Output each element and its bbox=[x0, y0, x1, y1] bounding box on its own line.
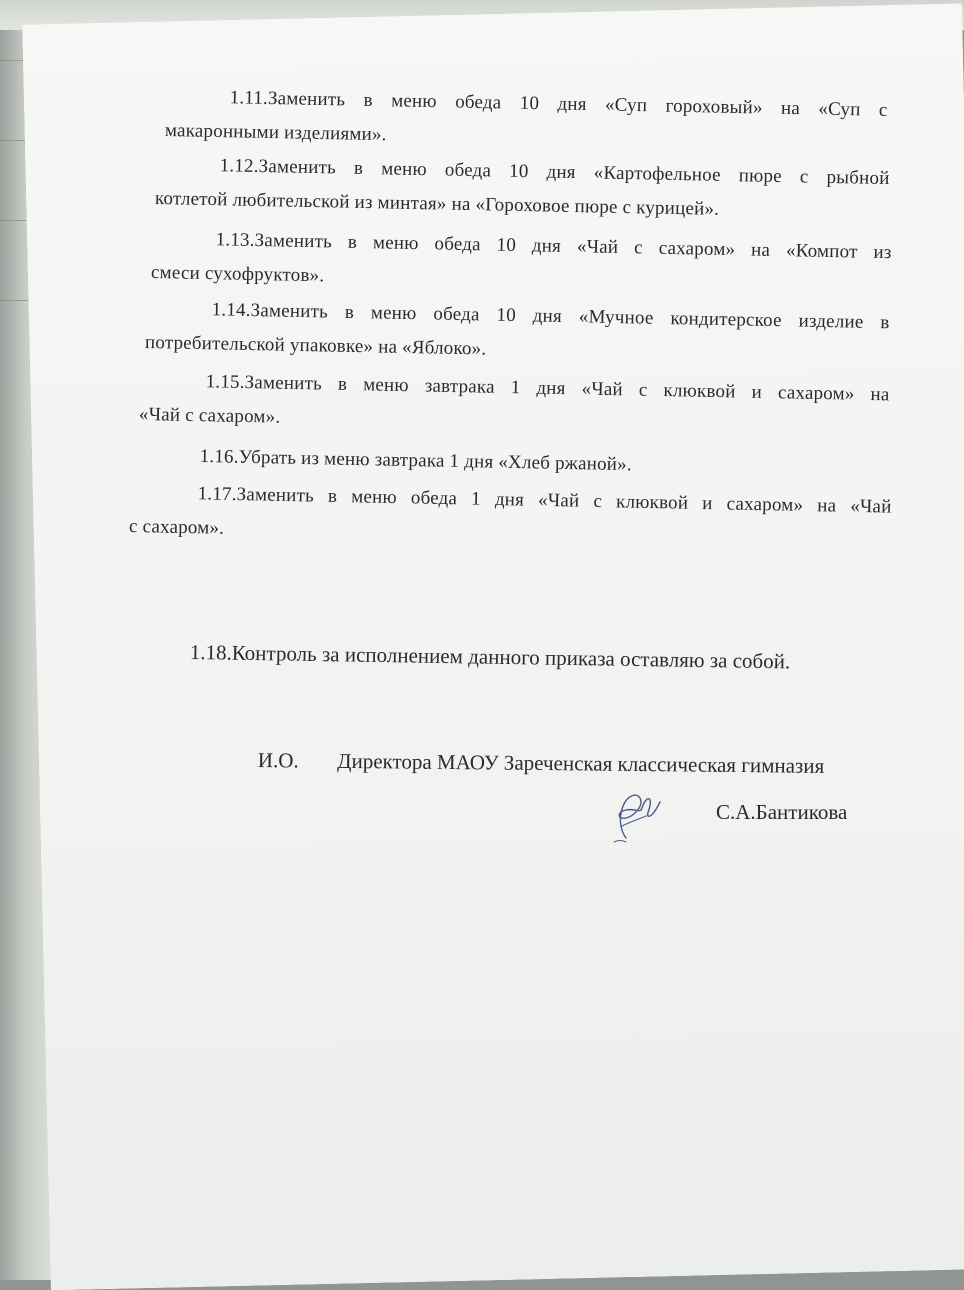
item-first-line: 1.16.Убрать из меню завтрака 1 дня «Хлеб ржаной». bbox=[199, 445, 632, 476]
order-item-1-12 bbox=[155, 148, 890, 230]
order-item-1-14 bbox=[145, 292, 890, 374]
item-first-line: 1.14.Заменить в меню обеда 10 дня «Мучное кондитерское изделие в bbox=[211, 299, 890, 334]
signatory-position-line bbox=[258, 748, 825, 779]
item-first-line: 1.11.Заменить в меню обеда 10 дня «Суп гороховый» на «Суп с bbox=[229, 87, 888, 121]
order-item-1-17 bbox=[129, 476, 892, 559]
signatory-name: С.А.Бантикова bbox=[716, 800, 848, 824]
item-first-line: 1.13.Заменить в меню обеда 10 дня «Чай с сахаром» на «Компот из bbox=[215, 229, 892, 264]
item-first-line: 1.17.Заменить в меню обеда 1 дня «Чай с клюквой и сахаром» на «Чай bbox=[197, 483, 892, 518]
item-first-line: 1.12.Заменить в меню обеда 10 дня «Картофельное пюре с рыбной bbox=[219, 155, 890, 190]
item-continuation: макаронными изделиями». bbox=[164, 119, 387, 146]
item-first-line: 1.15.Заменить в меню завтрака 1 дня «Чай с клюквой и сахаром» на bbox=[205, 371, 890, 406]
item-continuation: с сахаром». bbox=[128, 515, 225, 539]
item-continuation: потребительской упаковке» на «Яблоко». bbox=[144, 331, 487, 360]
item-continuation: котлетой любительской из минтая» на «Гороховое пюре с курицей». bbox=[154, 187, 720, 220]
order-item-1-15 bbox=[139, 364, 890, 446]
order-item-1-13 bbox=[151, 222, 892, 304]
handwritten-signature bbox=[596, 786, 666, 846]
signatory-position: Директора МАОУ Зареченская классическая гимназия bbox=[337, 748, 825, 778]
signatory-prefix: И.О. bbox=[257, 748, 299, 773]
item-continuation: «Чай с сахаром». bbox=[138, 403, 281, 428]
item-continuation: смеси сухофруктов». bbox=[150, 261, 325, 287]
control-clause: 1.18.Контроль за исполнением данного приказа оставляю за собой. bbox=[189, 640, 791, 674]
